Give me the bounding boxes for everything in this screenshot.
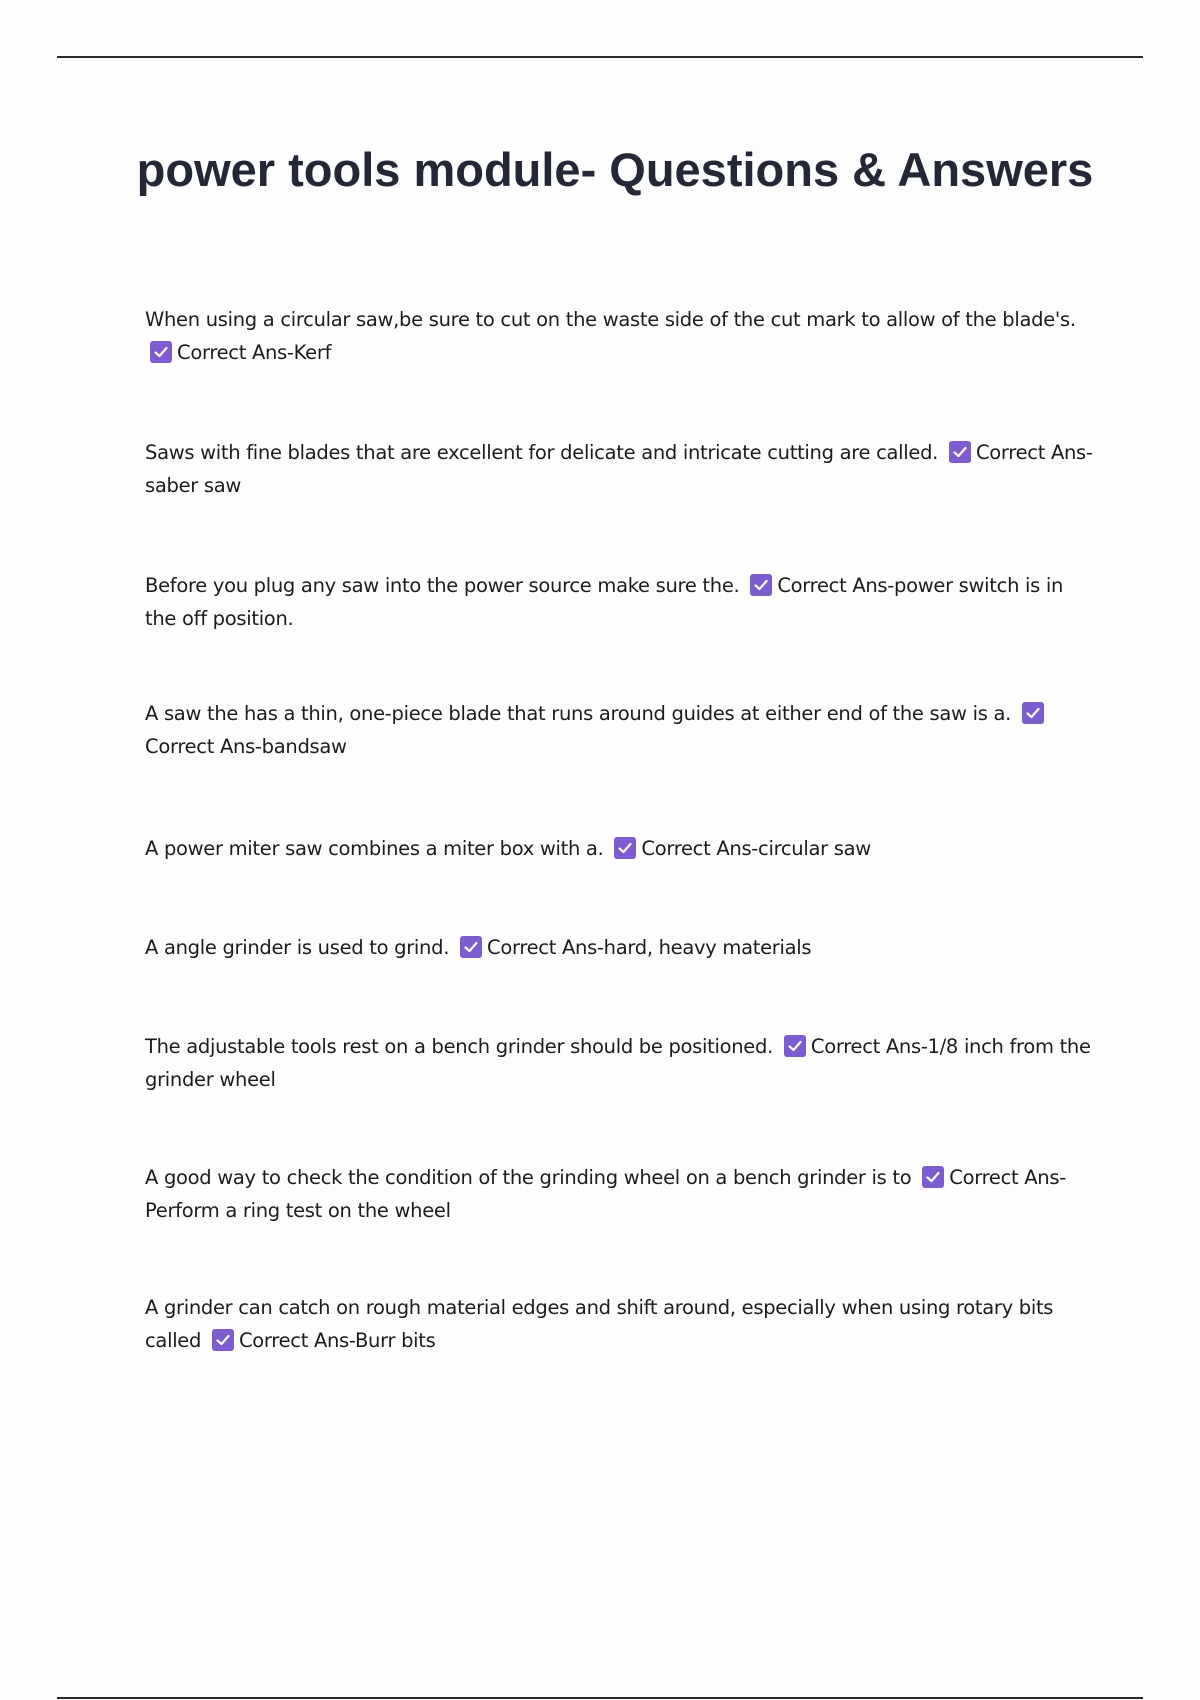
qa-item-4 [145,697,1095,763]
answer-text: Correct Ans-circular saw [641,837,871,860]
top-rule [57,56,1143,58]
answer-text: Correct Ans-1/8 inch from the grinder wheel [145,1035,1091,1091]
qa-item-3 [145,569,1095,635]
checkbox-icon [1022,702,1044,724]
qa-item-7 [145,1030,1095,1096]
question-text: Before you plug any saw into the power source make sure the. [145,574,746,597]
checkbox-icon [614,837,636,859]
checkbox-icon [750,574,772,596]
question-text: A angle grinder is used to grind. [145,936,455,959]
answer-text: Correct Ans-hard, heavy materials [487,936,812,959]
question-text: A power miter saw combines a miter box with a. [145,837,610,860]
qa-item-8 [145,1161,1095,1227]
question-text: A good way to check the condition of the grinding wheel on a bench grinder is to [145,1166,918,1189]
answer-text: Correct Ans-Perform a ring test on the wheel [145,1166,1066,1222]
answer-text: Correct Ans-Kerf [177,341,332,364]
question-text: The adjustable tools rest on a bench grinder should be positioned. [145,1035,779,1058]
checkbox-icon [922,1166,944,1188]
question-text: A saw the has a thin, one-piece blade that runs around guides at either end of the saw is a. [145,702,1017,725]
qa-item-9 [145,1291,1095,1357]
qa-item-6 [145,931,1095,964]
checkbox-icon [150,341,172,363]
qa-item-2 [145,436,1095,502]
document-title: power tools module- Questions & Answers [136,143,1094,196]
question-text: A grinder can catch on rough material edges and shift around, especially when using rotary bits called [145,1296,1054,1352]
qa-item-5 [145,832,1095,865]
answer-text: Correct Ans-saber saw [145,441,1093,497]
checkbox-icon [949,441,971,463]
answer-text: Correct Ans-Burr bits [238,1329,436,1352]
bottom-rule [57,1697,1143,1699]
checkbox-icon [784,1035,806,1057]
answer-text: Correct Ans-bandsaw [145,735,347,758]
question-text: When using a circular saw,be sure to cut on the waste side of the cut mark to allow of the blade's. [145,308,1076,331]
qa-item-1 [145,303,1095,369]
checkbox-icon [460,936,482,958]
checkbox-icon [212,1329,234,1351]
answer-text: Correct Ans-power switch is in the off position. [145,574,1064,630]
question-text: Saws with fine blades that are excellent for delicate and intricate cutting are called. [145,441,944,464]
